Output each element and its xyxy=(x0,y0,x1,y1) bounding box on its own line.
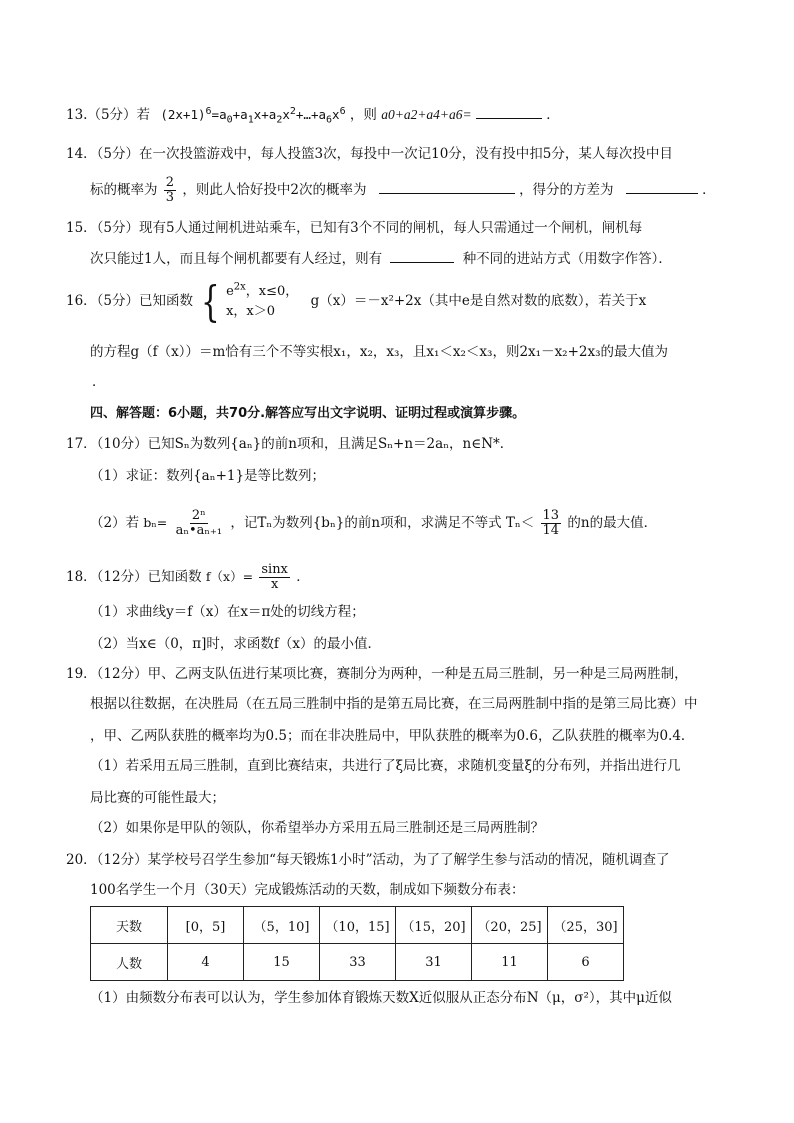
q15-line2 xyxy=(90,248,672,269)
q17-part2-c: 的n的最大值． xyxy=(567,515,658,531)
q16-piecewise-function xyxy=(197,276,299,326)
q14-fraction-denominator: 3 xyxy=(165,190,175,205)
frequency-table xyxy=(90,906,624,981)
table-header-count: 人数 xyxy=(91,944,168,981)
q17-bn-denominator: aₙ•aₙ₊₁ xyxy=(175,523,223,538)
q16-line1 xyxy=(66,278,646,324)
q17-part2-a: （2）若 xyxy=(90,515,140,531)
q20-line2: 100名学生一个月（30天）完成锻炼活动的天数，制成如下频数分布表： xyxy=(90,882,525,898)
q17-line1: 17．（10分）已知Sₙ为数列{aₙ}的前n项和，且满足Sₙ+n＝2aₙ，n∈N*． xyxy=(66,436,514,452)
table-cell: （5，10] xyxy=(244,907,320,944)
q13-number: 13.（5分）若 xyxy=(66,107,151,123)
q18-fraction xyxy=(259,563,290,592)
q18-line1 xyxy=(66,560,310,594)
q14-probability-fraction xyxy=(164,176,176,205)
q15-line2-a: 次只能过1人，而且每个闸机都要有人经过，则有 xyxy=(90,251,383,267)
q17-part1: （1）求证：数列{aₙ+1}是等比数列； xyxy=(90,468,326,484)
table-cell: 6 xyxy=(548,944,624,981)
table-cell: 15 xyxy=(244,944,320,981)
q18-fx: f（x）= xyxy=(205,569,254,584)
q14-line2-c: ，得分的方差为 xyxy=(519,182,614,198)
q14-probability-blank[interactable] xyxy=(379,179,515,194)
q17-tn: Tₙ＜ xyxy=(505,515,535,531)
table-cell: [0，5] xyxy=(168,907,244,944)
table-cell: 11 xyxy=(472,944,548,981)
q13-target: a0+a2+a4+a6= xyxy=(381,107,472,122)
q18-part1: （1）求曲线y＝f（x）在x＝π处的切线方程； xyxy=(90,604,365,620)
q13-end: ． xyxy=(546,107,560,123)
q13-line xyxy=(66,104,560,125)
q13-tail: ，则 xyxy=(349,107,377,123)
q20-line1: 20．（12分）某学校号召学生参加“每天锻炼1小时”活动，为了了解学生参与活动的情况，随机调查了 xyxy=(66,852,670,868)
q16-cases xyxy=(226,282,298,322)
q13-expansion: $(2x+1)^6=a_0+a_1x+a_2x^2+\dots+a_6x^6$ xyxy=(160,105,346,126)
q17-ineq-denominator: 14 xyxy=(542,523,560,538)
q17-bn-numerator: 2ⁿ xyxy=(191,508,206,523)
q17-ineq-fraction xyxy=(541,509,562,538)
table-cell: 4 xyxy=(168,944,244,981)
q14-line2-a: 标的概率为 xyxy=(90,182,158,198)
q15-line2-b: 种不同的进站方式（用数字作答）． xyxy=(462,251,672,267)
q17-bn: bₙ= xyxy=(143,515,168,530)
q14-variance-blank[interactable] xyxy=(626,179,698,194)
q17-part2 xyxy=(90,506,657,540)
table-cell: （20，25] xyxy=(472,907,548,944)
table-header-days: 天数 xyxy=(91,907,168,944)
q16-line1-a: 16．（5分）已知函数 xyxy=(66,293,194,309)
q19-part2: （2）如果你是甲队的领队，你希望举办方采用五局三胜制还是三局两胜制？ xyxy=(90,820,545,836)
q14-end: ． xyxy=(702,182,716,198)
q19-line1: 19．（12分）甲、乙两支队伍进行某项比赛，赛制分为两种，一种是五局三胜制，另一种是三局两胜制， xyxy=(66,666,688,682)
q14-line2 xyxy=(90,176,716,205)
table-cell: （10，15] xyxy=(320,907,396,944)
q20-part1: （1）由频数分布表可以认为，学生参加体育锻炼天数X近似服从正态分布N（μ，σ²），其中μ近似 xyxy=(90,990,672,1006)
q15-answer-blank[interactable] xyxy=(390,248,454,263)
q14-line2-b: ，则此人恰好投中2次的概率为 xyxy=(182,182,367,198)
q14-fraction-numerator: 2 xyxy=(165,175,175,190)
q18-line1-a: 18．（12分）已知函数 xyxy=(66,569,202,585)
q16-case1: $e^{2x}$，x≤0， xyxy=(226,281,299,299)
q19-part1-b: 局比赛的可能性最大； xyxy=(90,790,225,806)
q17-part2-b: ，记Tₙ为数列{bₙ}的前n项和，求满足不等式 xyxy=(230,515,502,531)
table-row xyxy=(91,944,624,981)
q15-line1: 15．（5分）现有5人通过闸机进站乘车，已知有3个不同的闸机，每人只需通过一个闸机，闸机每 xyxy=(66,220,643,236)
table-cell: 33 xyxy=(320,944,396,981)
q16-line3: ． xyxy=(92,374,106,390)
q17-bn-fraction xyxy=(174,509,225,538)
q14-line1: 14．（5分）在一次投篮游戏中，每人投篮3次，每投中一次记10分，没有投中扣5分，某人每次投中目 xyxy=(66,146,673,162)
table-row xyxy=(91,907,624,944)
section-heading: 四、解答题：6小题，共70分.解答应写出文字说明、证明过程或演算步骤。 xyxy=(90,406,526,421)
q16-case2: x，x＞0 xyxy=(226,303,275,319)
q18-numerator: sinx xyxy=(261,562,288,577)
left-brace-icon: { xyxy=(201,276,221,326)
table-cell: （15，20] xyxy=(396,907,472,944)
q18-end: ． xyxy=(296,569,310,585)
q17-ineq-numerator: 13 xyxy=(542,508,560,523)
q13-answer-blank[interactable] xyxy=(476,104,542,119)
q19-line2: 根据以往数据，在决胜局（在五局三胜制中指的是第五局比赛，在三局两胜制中指的是第三局比赛）中 xyxy=(90,696,698,712)
q16-line1-b: g（x）＝－x²+2x（其中e是自然对数的底数），若关于x xyxy=(310,293,647,309)
q16-line2: 的方程g（f（x））＝m恰有三个不等实根x₁，x₂，x₃，且x₁＜x₂＜x₃，则2x₁－x₂+2x₃的最大值为 xyxy=(90,344,669,360)
table-cell: （25，30] xyxy=(548,907,624,944)
q19-line3: ，甲、乙两队获胜的概率均为0.5；而在非决胜局中，甲队获胜的概率为0.6，乙队获胜的概率为0.4． xyxy=(90,728,695,744)
q19-part1-a: （1）若采用五局三胜制，直到比赛结束，共进行了ξ局比赛，求随机变量ξ的分布列，并指出进行几 xyxy=(90,758,681,774)
q18-part2: （2）当x∈（0，π]时，求函数f（x）的最小值． xyxy=(90,636,382,652)
q18-denominator: x xyxy=(270,577,279,592)
table-cell: 31 xyxy=(396,944,472,981)
